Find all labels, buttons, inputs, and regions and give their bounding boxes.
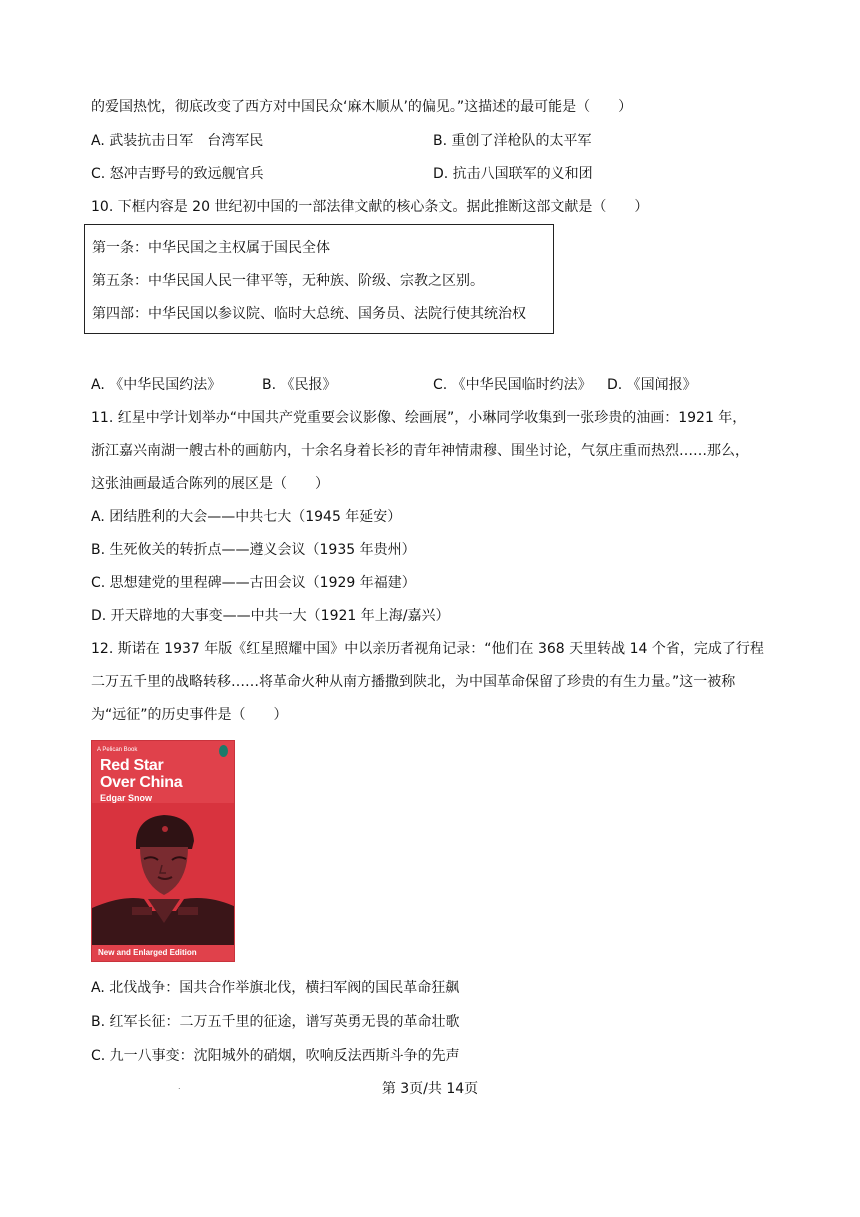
- q10-text-box: [84, 224, 554, 334]
- q11-stem-line-2: 浙江嘉兴南湖一艘古朴的画舫内，十余名身着长衫的青年神情肃穆、围坐讨论，气氛庄重而热烈……那么，: [91, 443, 749, 459]
- book-cover-image: [91, 740, 235, 962]
- q9-option-c: C. 怒冲吉野号的致远舰官兵: [91, 166, 264, 182]
- cover-title: [100, 757, 182, 791]
- q11-option-a: A. 团结胜利的大会——中共七大（1945 年延安）: [91, 509, 402, 525]
- q12-stem-line-1: 12. 斯诺在 1937 年版《红星照耀中国》中以亲历者视角记录：“他们在 368 天里转战 14 个省，完成了行程: [91, 641, 764, 657]
- q12-stem-line-3: 为“远征”的历史事件是（ ）: [91, 707, 288, 723]
- q11-option-c: C. 思想建党的里程碑——古田会议（1929 年福建）: [91, 575, 416, 591]
- q9-option-b: B. 重创了洋枪队的太平军: [433, 133, 592, 149]
- q11-stem-line-1: 11. 红星中学计划举办“中国共产党重要会议影像、绘画展”，小琳同学收集到一张珍贵的油画：1921 年，: [91, 410, 747, 426]
- q10-box-line-1: 第一条：中华民国之主权属于国民全体: [92, 240, 330, 256]
- q9-option-a: A. 武装抗击日军 台湾军民: [91, 133, 264, 149]
- q11-stem-line-3: 这张油画最适合陈列的展区是（ ）: [91, 476, 329, 492]
- penguin-logo-icon: [219, 745, 228, 757]
- q10-option-c: C. 《中华民国临时约法》: [433, 377, 592, 393]
- q10-option-a: A. 《中华民国约法》: [91, 377, 222, 393]
- page-number: 第 3页/共 14页: [381, 1081, 479, 1097]
- cover-edition: New and Enlarged Edition: [92, 945, 235, 961]
- cover-title-line-1: Red Star: [100, 757, 164, 774]
- q12-option-a: A. 北伐战争：国共合作举旗北伐，横扫军阀的国民革命狂飙: [91, 980, 460, 996]
- q9-option-d: D. 抗击八国联军的义和团: [433, 166, 593, 182]
- q12-option-b: B. 红军长征：二万五千里的征途，谱写英勇无畏的革命壮歌: [91, 1014, 460, 1030]
- q10-option-d: D. 《国闻报》: [607, 377, 697, 393]
- cover-title-line-2: Over China: [100, 774, 183, 791]
- q10-box-line-2: 第五条：中华民国人民一律平等，无种族、阶级、宗教之区别。: [92, 273, 484, 289]
- footer-dot: .: [178, 1082, 181, 1091]
- q12-option-c: C. 九一八事变：沈阳城外的硝烟，吹响反法西斯斗争的先声: [91, 1048, 460, 1064]
- q11-option-b: B. 生死攸关的转折点——遵义会议（1935 年贵州）: [91, 542, 416, 558]
- q12-stem-line-2: 二万五千里的战略转移……将革命火种从南方播撒到陕北，为中国革命保留了珍贵的有生力量。”这一被称: [91, 674, 736, 690]
- portrait-photo: [92, 803, 235, 949]
- q10-option-b: B. 《民报》: [262, 377, 337, 393]
- q10-box-line-3: 第四部：中华民国以参议院、临时大总统、国务员、法院行使其统治权: [92, 306, 526, 322]
- q11-option-d: D. 开天辟地的大事变——中共一大（1921 年上海/嘉兴）: [91, 608, 450, 624]
- cover-author: Edgar Snow: [100, 793, 153, 803]
- q10-stem: 10. 下框内容是 20 世纪初中国的一部法律文献的核心条文。据此推断这部文献是（ ）: [91, 199, 649, 215]
- cover-publisher: A Pelican Book: [97, 747, 138, 753]
- q9-stem-tail: 的爱国热忱，彻底改变了西方对中国民众‘麻木顺从’的偏见。”这描述的最可能是（ ）: [91, 99, 633, 115]
